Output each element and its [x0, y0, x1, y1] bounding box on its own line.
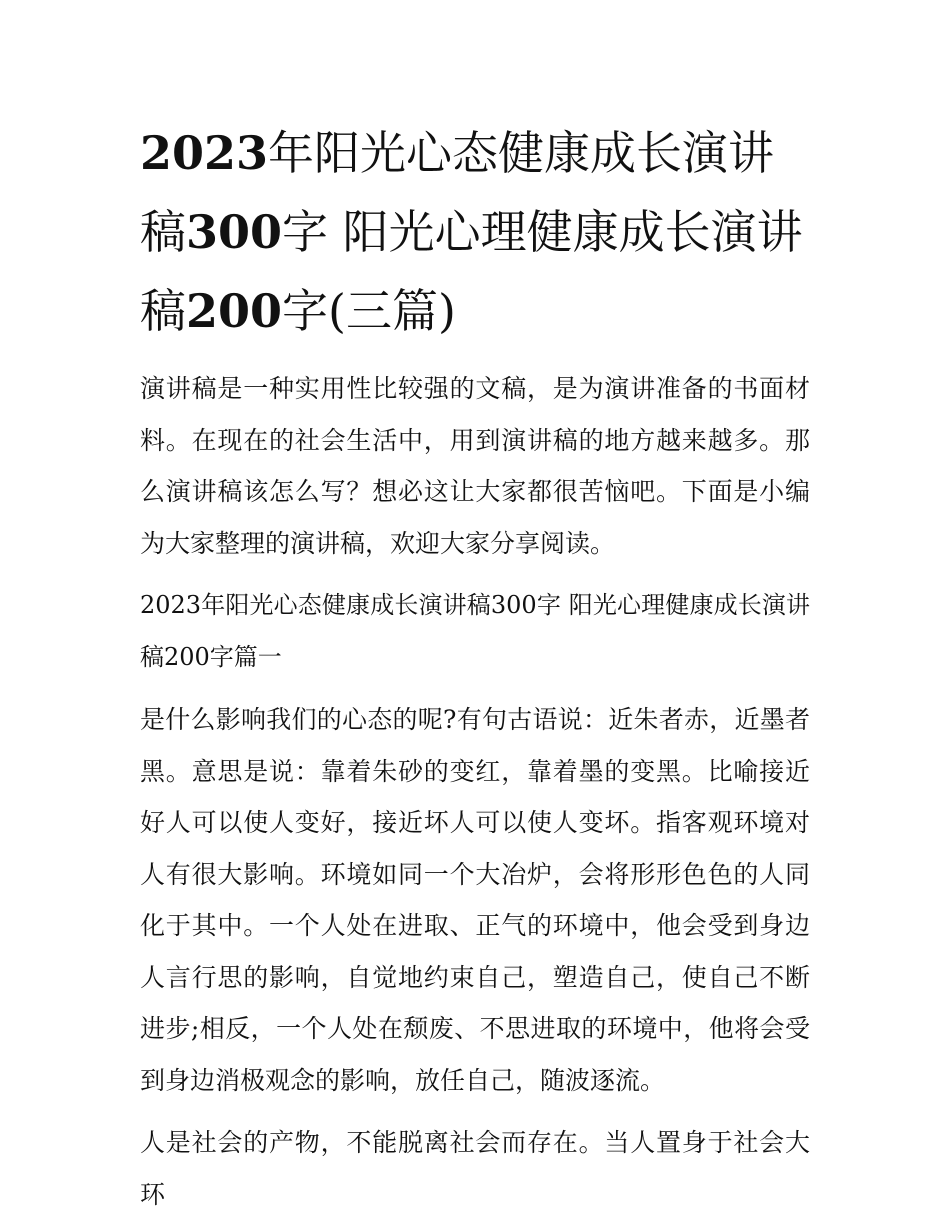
title-part: 200 — [186, 284, 283, 338]
title-part: 300 — [186, 205, 283, 259]
document-title — [140, 114, 810, 351]
document-body — [140, 114, 810, 1220]
title-part: 年阳光心态健康成长演讲稿 — [140, 126, 775, 259]
title-part: 2023 — [140, 126, 269, 180]
title-part: 字 阳光心理健康成长演讲稿 — [140, 205, 803, 338]
title-part: 字(三篇) — [282, 284, 456, 338]
body-paragraph: 人是社会的产物，不能脱离社会而存在。当人置身于社会大环 — [140, 1128, 810, 1209]
section-heading: 2023年阳光心态健康成长演讲稿300字 阳光心理健康成长演讲稿200字篇一 — [140, 591, 810, 671]
body-paragraph: 是什么影响我们的心态的呢?有句古语说：近朱者赤，近墨者黑。意思是说：靠着朱砂的变红，靠着墨的变黑。比喻接近好人可以使人变好，接近坏人可以使人变坏。指客观环境对人有很大影响。环境如同一个大冶炉，会将形形色色的人同化于其中。一个人处在进取、正气的环境中，他会受到身边人言行思的影响，自觉地约束自己，塑造自己，使自己不断进步;相反，一个人处在颓废、不思进取的环境中，他将会受到身边消极观念的影响，放任自己，随波逐流。 — [140, 705, 810, 1095]
intro-paragraph: 演讲稿是一种实用性比较强的文稿，是为演讲准备的书面材料。在现在的社会生活中，用到演讲稿的地方越来越多。那么演讲稿该怎么写？想必这让大家都很苦恼吧。下面是小编为大家整理的演讲稿，欢迎大家分享阅读。 — [140, 374, 810, 558]
